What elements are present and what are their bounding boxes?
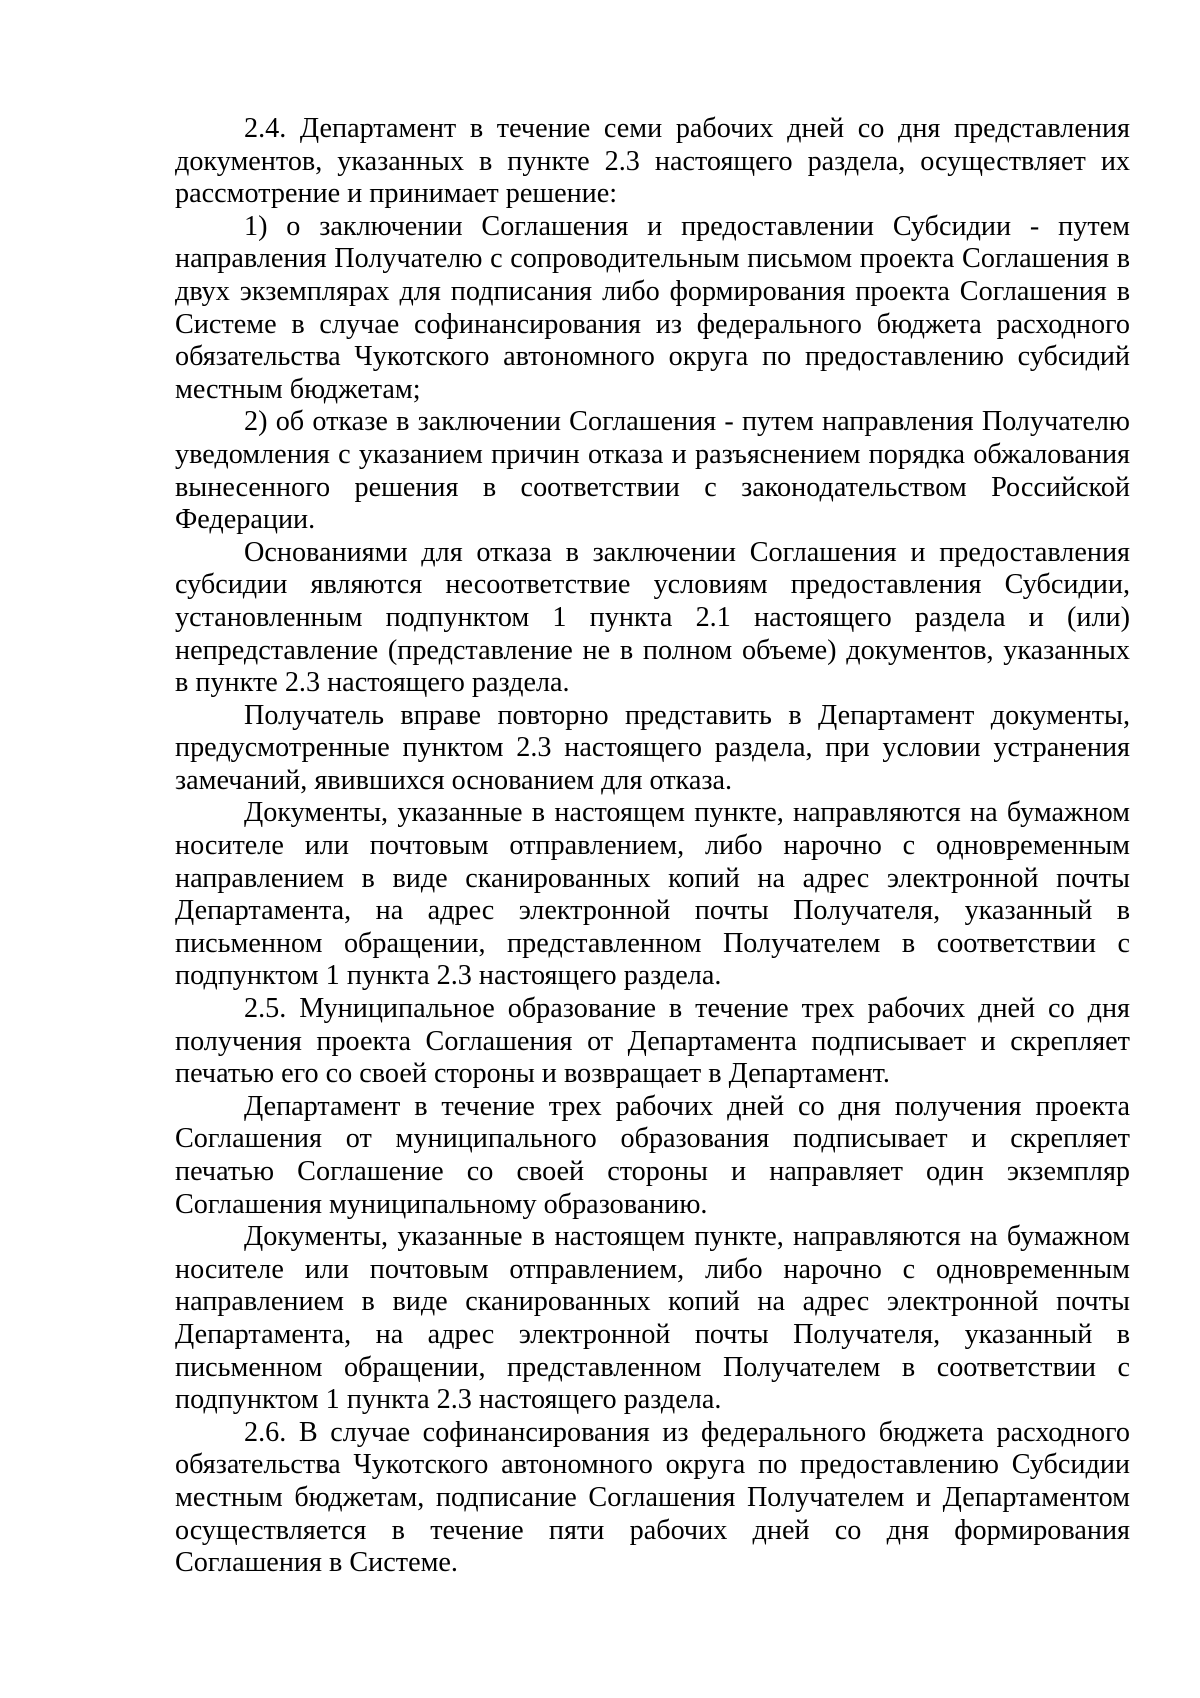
paragraph-resubmission: Получатель вправе повторно представить в Департамент документы, предусмотренные пунктом 2.3 настоящего раздела, при условии устранения замечаний, явившихся основанием для отказа. [175,699,1130,796]
paragraph-2-4-item-2: 2) об отказе в заключении Соглашения - путем направления Получателю уведомления с указанием причин отказа и разъяснением порядка обжалования вынесенного решения в соответствии с законодательством Российской Федерации. [175,406,1130,536]
paragraph-2-4: 2.4. Департамент в течение семи рабочих дней со дня представления документов, указанных в пункте 2.3 настоящего раздела, осуществляет их рассмотрение и принимает решение: [175,113,1130,210]
paragraph-documents-delivery: Документы, указанные в настоящем пункте, направляются на бумажном носителе или почтовым отправлением, либо нарочно с одновременным направлением в виде сканированных копий на адрес электронной почты Департамента, на адрес электронной почты Получателя, указанный в письменном обращении, представленном Получателем в соответствии с подпунктом 1 пункта 2.3 настоящего раздела. [175,797,1130,992]
paragraph-2-5: 2.5. Муниципальное образование в течение трех рабочих дней со дня получения проекта Соглашения от Департамента подписывает и скрепляет печатью его со своей стороны и возвращает в Департамент. [175,993,1130,1090]
paragraph-2-4-item-1: 1) о заключении Соглашения и предоставлении Субсидии - путем направления Получателю с сопроводительным письмом проекта Соглашения в двух экземплярах для подписания либо формирования проекта Соглашения в Системе в случае софинансирования из федерального бюджета расходного обязательства Чукотского автономного округа по предоставлению субсидий местным бюджетам; [175,210,1130,405]
document-body [175,113,1130,1580]
paragraph-department-signing: Департамент в течение трех рабочих дней со дня получения проекта Соглашения от муниципального образования подписывает и скрепляет печатью Соглашение со своей стороны и направляет один экземпляр Соглашения муниципальному образованию. [175,1090,1130,1220]
paragraph-2-6: 2.6. В случае софинансирования из федерального бюджета расходного обязательства Чукотского автономного округа по предоставлению Субсидии местным бюджетам, подписание Соглашения Получателем и Департаментом осуществляется в течение пяти рабочих дней со дня формирования Соглашения в Системе. [175,1416,1130,1579]
paragraph-refusal-grounds: Основаниями для отказа в заключении Соглашения и предоставления субсидии являются несоответствие условиям предоставления Субсидии, установленным подпунктом 1 пункта 2.1 настоящего раздела и (или) непредставление (представление не в полном объеме) документов, указанных в пункте 2.3 настоящего раздела. [175,536,1130,699]
paragraph-documents-delivery-2: Документы, указанные в настоящем пункте, направляются на бумажном носителе или почтовым отправлением, либо нарочно с одновременным направлением в виде сканированных копий на адрес электронной почты Департамента, на адрес электронной почты Получателя, указанный в письменном обращении, представленном Получателем в соответствии с подпунктом 1 пункта 2.3 настоящего раздела. [175,1221,1130,1416]
